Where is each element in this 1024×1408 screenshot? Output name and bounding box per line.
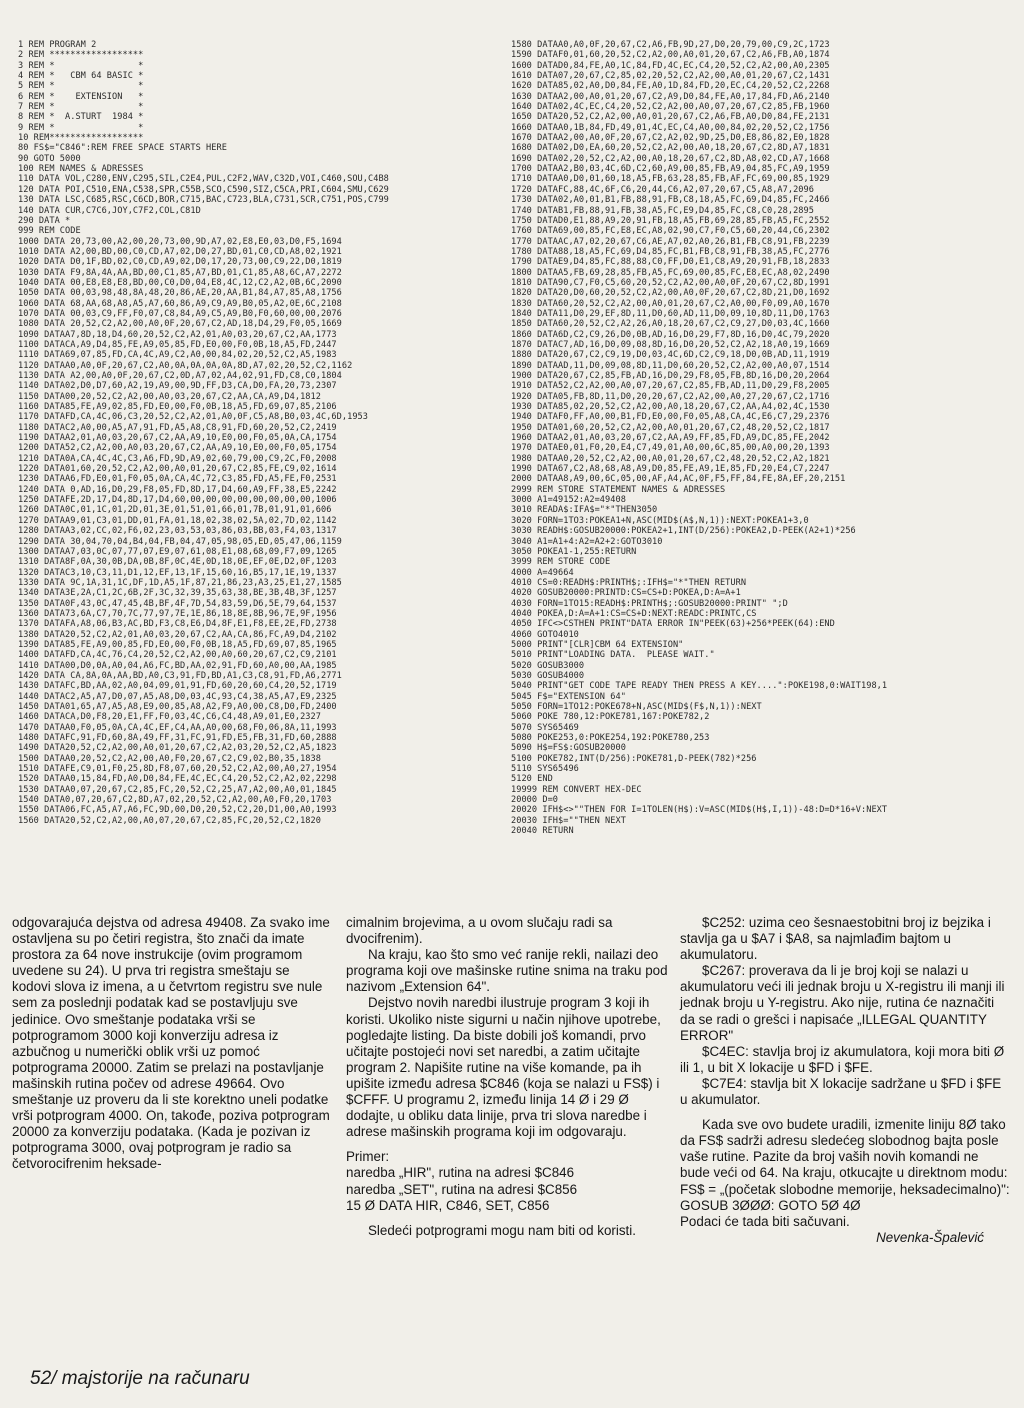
listing-line: 1030 DATA F9,8A,4A,AA,BD,00,C1,85,A7,BD,01,C1,85,A8,6C,A7,2272 <box>18 267 342 278</box>
listing-line: 5110 SYS65496 <box>511 764 579 775</box>
basic-listing-right <box>511 40 1016 836</box>
listing-line: 1640 DATA02,4C,EC,C4,20,52,C2,A2,00,A0,07,20,67,C2,85,FB,1960 <box>511 102 830 113</box>
routine-c267: $C267: proverava da li je broj koji se nalazi u akumulatoru veći ili jednak broju u X-registru ili manji ili jednak broju u Y-registru. Ako nije, rutina će naznačiti da se radi o grešci i napisaće „ILLEGAL QUANTITY ERROR" <box>680 963 1005 1043</box>
listing-line: 5045 F$="EXTENSION 64" <box>511 691 626 702</box>
listing-line: 1250 DATAFE,2D,17,D4,8D,17,D4,60,00,00,00,00,00,00,00,00,1006 <box>18 495 337 506</box>
listing-line: 1620 DATA85,02,A0,D0,84,FE,A0,1D,84,FD,20,EC,C4,20,52,C2,2268 <box>511 81 830 92</box>
listing-line: 5070 SYS65469 <box>511 722 579 733</box>
listing-line: 1780 DATA88,18,A5,FC,69,D4,85,FC,B1,FB,C8,91,FB,38,A5,FC,2776 <box>511 246 830 257</box>
listing-line: 4050 IFC<>CSTHEN PRINT"DATA ERROR IN"PEEK(63)+256*PEEK(64):END <box>511 619 835 630</box>
listing-line: 1480 DATAFC,91,FD,60,8A,49,FF,31,FC,91,FD,E5,FB,31,FD,60,2888 <box>18 733 337 744</box>
listing-line: 999 REM CODE <box>18 226 81 237</box>
command-line-3: Podaci će tada biti sačuvani. <box>680 1213 850 1229</box>
listing-line: 1740 DATAB1,FB,88,91,FB,38,A5,FC,E9,D4,85,FC,C8,C0,28,2895 <box>511 205 814 216</box>
listing-line: 1000 DATA 20,73,00,A2,00,20,73,00,9D,A7,02,E8,E0,03,D0,F5,1694 <box>18 236 342 247</box>
example-heading: Primer: <box>346 1149 390 1165</box>
listing-line: 20020 IFH$<>""THEN FOR I=1TOLEN(H$):V=ASC(MID$(H$,I,1))-48:D=D*16+V:NEXT <box>511 805 888 816</box>
listing-line: 4020 GOSUB20000:PRINTD:CS=CS+D:POKEA,D:A=A+1 <box>511 588 741 599</box>
listing-line: 1440 DATAC2,A5,A7,D0,07,A5,A8,D0,03,4C,93,C4,38,A5,A7,E9,2325 <box>18 691 337 702</box>
listing-line: 1110 DATA69,07,85,FD,CA,4C,A9,C2,A0,00,84,02,20,52,C2,A5,1983 <box>18 350 337 361</box>
listing-line: 1180 DATAC2,A0,00,A5,A7,91,FD,A5,A8,C8,91,FD,60,20,52,C2,2419 <box>18 422 337 433</box>
listing-line: 1170 DATAFD,CA,4C,06,C3,20,52,C2,A2,01,A0,0F,C5,A8,B0,03,4C,6D,1953 <box>18 412 368 423</box>
listing-line: 1410 DATA00,D0,0A,A0,04,A6,FC,BD,AA,02,91,FD,60,A0,00,AA,1985 <box>18 660 337 671</box>
listing-line: 4010 CS=0:READH$:PRINTH$;:IFH$="*"THEN RETURN <box>511 577 747 588</box>
listing-line: 1350 DATA0F,43,0C,47,45,4B,BF,4F,7D,54,83,59,D6,5E,79,64,1537 <box>18 598 337 609</box>
column-3-paragraph: Kada sve ovo budete uradili, izmenite liniju 8Ø tako da FS$ sadrži adresu sledećeg slobodnog bajta posle vaše rutine. Pazite da broj vaših novih komandi ne bude veći od 64. Na kraju, otkucajte u direktnom modu: <box>680 1117 1008 1181</box>
listing-line: 1770 DATAAC,A7,02,20,67,C6,AE,A7,02,A0,26,B1,FB,C8,91,FB,2239 <box>511 236 830 247</box>
listing-line: 1890 DATAAD,11,D0,09,08,8D,11,D0,60,20,52,C2,A2,00,A0,07,1514 <box>511 360 830 371</box>
article-column-3 <box>680 915 1010 1246</box>
listing-line: 1220 DATA01,60,20,52,C2,A2,00,A0,01,20,67,C2,85,FE,C9,02,1614 <box>18 464 337 475</box>
listing-line: 1710 DATAA0,D0,01,60,18,A5,FB,63,28,85,FB,AF,FC,69,00,85,1929 <box>511 174 830 185</box>
listing-line: 5080 POKE253,0:POKE254,192:POKE780,253 <box>511 733 710 744</box>
listing-line: 1700 DATAA2,B0,03,4C,6D,C2,60,A9,00,85,FB,A9,04,85,FC,A9,1959 <box>511 164 830 175</box>
listing-line: 5050 FORN=1TO12:POKE678+N,ASC(MID$(F$,N,1)):NEXT <box>511 702 762 712</box>
example-line-3: 15 Ø DATA HIR, C846, SET, C856 <box>346 1197 550 1213</box>
listing-line: 1600 DATAD0,84,FE,A0,1C,84,FD,4C,EC,C4,20,52,C2,A2,00,A0,2305 <box>511 60 830 71</box>
listing-line: 1540 DATA0,07,20,67,C2,8D,A7,02,20,52,C2,A2,00,A0,F0,20,1703 <box>18 795 332 806</box>
column-2-paragraph-2: Na kraju, kao što smo već ranije rekli, nailazi deo programa koji ove mašinske rutine snima na traku pod nazivom „Extension 64". <box>346 947 668 995</box>
listing-line: 1690 DATA02,20,52,C2,A2,00,A0,18,20,67,C2,8D,A8,02,CD,A7,1668 <box>511 153 830 164</box>
listing-line: 1240 DATA 0,AD,16,D0,29,F8,05,FD,8D,17,D4,60,A9,FF,38,E5,2242 <box>18 484 337 495</box>
listing-line: 1310 DATA8F,0A,30,0B,DA,0B,8F,0C,4E,0D,18,0E,EF,0E,D2,0F,1203 <box>18 557 337 568</box>
listing-line: 1990 DATA67,C2,A8,68,A8,A9,D0,85,FE,A9,1E,85,FD,20,E4,C7,2247 <box>511 464 830 475</box>
listing-line: 1130 DATA A2,00,A0,0F,20,67,C2,0D,A7,02,A4,02,91,FD,C8,C0,1804 <box>18 371 342 381</box>
listing-line: 1560 DATA20,52,C2,A2,00,A0,07,20,67,C2,85,FC,20,52,C2,1820 <box>18 815 321 826</box>
listing-line: 100 REM NAMES & ADRESSES <box>18 164 144 175</box>
listing-line: 4030 FORN=1TO15:READH$:PRINTH$;:GOSUB20000:PRINT" ";D <box>511 598 788 609</box>
listing-line: 1 REM PROGRAM 2 <box>18 40 97 50</box>
listing-line: 5100 POKE782,INT(D/256):POKE781,D-PEEK(782)*256 <box>511 753 757 764</box>
listing-line: 1960 DATAA2,01,A0,03,20,67,C2,AA,A9,FF,85,FD,A9,DC,85,FE,2042 <box>511 433 830 444</box>
listing-line: 90 GOTO 5000 <box>18 153 81 164</box>
listing-line: 1790 DATAE9,D4,85,FC,88,88,C0,FF,D0,E1,C8,A9,20,91,FB,18,2833 <box>511 257 830 268</box>
listing-line: 1040 DATA 00,E8,E8,E8,BD,00,C0,D0,04,E8,4C,12,C2,A2,0B,6C,2090 <box>18 277 342 288</box>
listing-line: 1630 DATAA2,00,A0,01,20,67,C2,A9,D0,84,FE,A0,17,84,FD,A6,2140 <box>511 91 830 102</box>
listing-line: 9 REM * * <box>18 122 144 133</box>
example-line-1: naredba „HIR", rutina na adresi $C846 <box>346 1165 575 1181</box>
listing-line: 7 REM * * <box>18 102 144 113</box>
listing-line: 1830 DATA60,20,52,C2,A2,00,A0,01,20,67,C2,A0,00,F0,09,A0,1670 <box>511 298 830 309</box>
listing-line: 1530 DATAA0,07,20,67,C2,85,FC,20,52,C2,25,A7,A2,00,A0,01,1845 <box>18 784 337 795</box>
listing-line: 1820 DATA20,D0,60,20,52,C2,A2,00,A0,0F,20,67,C2,8D,21,D0,1692 <box>511 288 830 299</box>
listing-line: 1010 DATA A2,00,BD,00,C0,CD,A7,02,D0,27,BD,01,C0,CD,A8,02,1921 <box>18 246 342 257</box>
listing-line: 1490 DATA20,52,C2,A2,00,A0,01,20,67,C2,A2,03,20,52,C2,A5,1823 <box>18 743 337 754</box>
column-2-paragraph-4: Sledeći potprogrami mogu nam biti od koristi. <box>368 1222 636 1238</box>
listing-line: 1910 DATA52,C2,A2,00,A0,07,20,67,C2,85,FB,AD,11,D0,29,F8,2005 <box>511 381 830 392</box>
listing-line: 3040 A1=A1+4:A2=A2+2:GOTO3010 <box>511 536 663 547</box>
listing-line: 10 REM****************** <box>18 133 144 144</box>
listing-line: 1950 DATA01,60,20,52,C2,A2,00,A0,01,20,67,C2,48,20,52,C2,1817 <box>511 422 830 433</box>
listing-line: 1660 DATAA0,1B,84,FD,49,01,4C,EC,C4,A0,00,84,02,20,52,C2,1756 <box>511 122 830 133</box>
listing-line: 1300 DATAA7,03,0C,07,77,07,E9,07,61,08,E1,08,68,09,F7,09,1265 <box>18 546 337 557</box>
listing-line: 4 REM * CBM 64 BASIC * <box>18 71 144 82</box>
listing-line: 3020 FORN=1TO3:POKEA1+N,ASC(MID$(A$,N,1)):NEXT:POKEA1+3,0 <box>511 515 809 526</box>
listing-line: 1720 DATAFC,88,4C,6F,C6,20,44,C6,A2,07,20,67,C5,A8,A7,2096 <box>511 184 814 195</box>
listing-line: 1190 DATAA2,01,A0,03,20,67,C2,AA,A9,10,E0,00,F0,05,0A,CA,1754 <box>18 433 337 444</box>
listing-line: 5060 POKE 780,12:POKE781,167:POKE782,2 <box>511 712 710 723</box>
column-2-paragraph-1: cimalnim brojevima, a u ovom slučaju radi sa dvocifrenim). <box>346 915 613 947</box>
example-line-2: naredba „SET", rutina na adresi $C856 <box>346 1181 578 1197</box>
listing-line: 1100 DATACA,A9,D4,85,FE,A9,05,85,FD,E0,00,F0,0B,18,A5,FD,2447 <box>18 339 337 350</box>
listing-line: 1810 DATA90,C7,F0,C5,60,20,52,C2,A2,00,A0,0F,20,67,C2,8D,1991 <box>511 277 830 288</box>
listing-line: 1120 DATAA0,A0,0F,20,67,C2,A0,0A,0A,0A,0A,8D,A7,02,20,52,C2,1162 <box>18 360 353 371</box>
listing-line: 1070 DATA 00,03,C9,FF,F0,07,C8,84,A9,C5,A9,B0,F0,60,00,00,2076 <box>18 308 342 319</box>
listing-line: 5040 PRINT"GET CODE TAPE READY THEN PRESS A KEY....":POKE198,0:WAIT198,1 <box>511 681 888 692</box>
listing-line: 3000 A1=49152:A2=49408 <box>511 495 626 506</box>
listing-line: 1680 DATA02,D0,EA,60,20,52,C2,A2,00,A0,18,20,67,C2,8D,A7,1831 <box>511 143 830 154</box>
listing-line: 1750 DATAD0,E1,88,A9,20,91,FB,18,A5,FB,69,28,85,FB,A5,FC,2552 <box>511 215 830 226</box>
listing-line: 120 DATA POI,C510,ENA,C538,SPR,C55B,SCO,C590,SIZ,C5CA,PRI,C604,SMU,C629 <box>18 184 389 195</box>
listing-line: 1500 DATAA0,20,52,C2,A2,00,A0,F0,20,67,C2,C9,02,B0,35,1838 <box>18 753 321 764</box>
listing-line: 1320 DATAC3,10,C3,11,D1,12,EF,13,1F,15,60,16,B5,17,1E,19,1337 <box>18 567 337 578</box>
listing-line: 80 FS$="C846":REM FREE SPACE STARTS HERE <box>18 143 227 154</box>
listing-line: 1850 DATA60,20,52,C2,A2,26,A0,18,20,67,C2,C9,27,D0,03,4C,1660 <box>511 319 830 330</box>
listing-line: 1400 DATAFD,CA,4C,76,C4,20,52,C2,A2,00,A0,60,20,67,C2,C9,2101 <box>18 650 337 661</box>
listing-line: 1590 DATAF0,01,60,20,52,C2,A2,00,A0,01,20,67,C2,A6,FB,A0,1874 <box>511 50 830 61</box>
column-2-paragraph-3: Dejstvo novih naredbi ilustruje program 3 koji ih koristi. Ukoliko niste sigurni u način njihove upotrebe, pogledajte listing. Da biste dobili još komandi, prvo učitajte postojeći novi set naredbi, a zatim učitajte program 2. Napišite rutine na više komande, pa ih upišite između adresa $C846 (koja se nalazi u FS$) i $CFFF. U programu 2, između linija 14 Ø i 29 Ø dodajte, u obliku data linije, prva tri slova naredbe i adrese mašinskih programa koji im odgovaraju. <box>346 995 661 1140</box>
listing-line: 1460 DATACA,D0,F8,20,E1,FF,F0,03,4C,C6,C4,48,A9,01,E0,2327 <box>18 712 321 723</box>
command-line-1: FS$ = „(početak slobodne memorije, heksadecimalno)": <box>680 1181 1010 1197</box>
routine-c252: $C252: uzima ceo šesnaestobitni broj iz bejzika i stavlja ga u $A7 i $A8, sa najmlađim bajtom u akumulatoru. <box>680 915 991 963</box>
listing-line: 1450 DATA01,65,A7,A5,A8,E9,00,85,A8,A2,F9,A0,00,C8,D0,FD,2400 <box>18 702 337 712</box>
listing-line: 110 DATA VOL,C280,ENV,C295,SIL,C2E4,PUL,C2F2,WAV,C32D,VOI,C460,SOU,C4B8 <box>18 174 389 185</box>
listing-line: 1800 DATAA5,FB,69,28,85,FB,A5,FC,69,00,85,FC,E8,EC,A8,02,2490 <box>511 267 830 278</box>
listing-line: 290 DATA * <box>18 215 71 226</box>
listing-line: 1920 DATA05,FB,8D,11,D0,20,20,67,C2,A2,00,A0,27,20,67,C2,1716 <box>511 391 830 402</box>
listing-line: 1670 DATAA2,00,A0,0F,20,67,C2,A2,02,9D,25,D0,E8,86,82,E0,1828 <box>511 133 830 144</box>
listing-line: 5020 GOSUB3000 <box>511 660 585 671</box>
listing-line: 1420 DATA CA,8A,0A,AA,BD,A0,C3,91,FD,BD,A1,C3,C8,91,FD,A6,2771 <box>18 670 342 681</box>
listing-line: 1230 DATAA6,FD,E0,01,F0,05,0A,CA,4C,72,C3,85,FD,A5,FE,F0,2531 <box>18 474 337 485</box>
listing-line: 1200 DATA52,C2,A2,00,A0,03,20,67,C2,AA,A9,10,E0,00,F0,05,1754 <box>18 443 337 454</box>
listing-line: 1520 DATAA0,15,84,FD,A0,D0,84,FE,4C,EC,C4,20,52,C2,A2,02,2298 <box>18 774 337 785</box>
listing-line: 1610 DATA07,20,67,C2,85,02,20,52,C2,A2,00,A0,01,20,67,C2,1431 <box>511 71 830 82</box>
listing-line: 8 REM * A.STURT 1984 * <box>18 112 144 123</box>
listing-line: 5 REM * * <box>18 81 144 92</box>
listing-line: 4060 GOTO4010 <box>511 629 579 640</box>
listing-line: 1290 DATA 30,04,70,04,B4,04,FB,04,47,05,98,05,ED,05,47,06,1159 <box>18 536 342 547</box>
listing-line: 1470 DATAA0,F0,05,0A,CA,4C,EF,C4,AA,A0,00,68,F0,06,8A,11,1993 <box>18 722 337 733</box>
listing-line: 3010 READA$:IFA$="*"THEN3050 <box>511 505 658 516</box>
listing-line: 1270 DATAA9,01,C3,01,DD,01,FA,01,18,02,38,02,5A,02,7D,02,1142 <box>18 515 337 526</box>
listing-line: 1390 DATA85,FE,A9,00,85,FD,E0,00,F0,0B,18,A5,FD,69,07,85,1965 <box>18 639 337 650</box>
listing-line: 1160 DATA85,FE,A9,02,85,FD,E0,00,F0,0B,18,A5,FD,69,07,85,2106 <box>18 402 337 413</box>
article-column-2 <box>346 915 672 1239</box>
listing-line: 1260 DATA0C,01,1C,01,2D,01,3E,01,51,01,66,01,7B,01,91,01,606 <box>18 505 332 516</box>
listing-line: 1930 DATA85,02,20,52,C2,A2,00,A0,18,20,67,C2,AA,A4,02,4C,1530 <box>511 402 830 413</box>
listing-line: 1050 DATA 00,03,98,48,8A,48,20,86,AE,20,AA,B1,84,A7,85,A8,1756 <box>18 288 342 299</box>
author-signature: Nevenka-Špalević <box>876 1229 984 1245</box>
listing-line: 5030 GOSUB4000 <box>511 670 585 681</box>
listing-line: 1090 DATAA7,8D,18,D4,60,20,52,C2,A2,01,A0,03,20,67,C2,AA,1773 <box>18 329 337 340</box>
listing-line: 1430 DATAFC,BD,AA,02,A0,04,09,01,91,FD,60,20,60,C4,20,52,1719 <box>18 681 337 692</box>
listing-line: 1020 DATA D0,1F,BD,02,C0,CD,A9,02,D0,17,20,73,00,C9,22,D0,1819 <box>18 257 342 268</box>
listing-line: 1510 DATAFE,C9,01,F0,25,8D,F8,07,60,20,52,C2,A2,00,A0,27,1954 <box>18 764 337 775</box>
listing-line: 2 REM ****************** <box>18 50 144 61</box>
listing-line: 1860 DATA6D,C2,C9,26,D0,0B,AD,16,D0,29,F7,8D,16,D0,4C,79,2020 <box>511 329 830 340</box>
listing-line: 1970 DATAE0,01,F0,20,E4,C7,49,01,A0,00,6C,85,00,A0,00,20,1393 <box>511 443 830 454</box>
listing-line: 5010 PRINT"LOADING DATA. PLEASE WAIT." <box>511 650 715 661</box>
listing-line: 1280 DATAA3,02,CC,02,F6,02,23,03,53,03,86,03,BB,03,F4,03,1317 <box>18 526 337 537</box>
listing-line: 1340 DATA3E,2A,C1,2C,6B,2F,3C,32,39,35,63,38,BE,3B,4B,3F,1257 <box>18 588 337 599</box>
column-1-paragraph: odgovarajuća dejstva od adresa 49408. Za svako ime ostavljena su po četiri registra, što znači da imate prostora za 64 nove instrukcije (ovim programom uvedene su 24). U prva tri registra smeštaju se kodovi slova iz imena, a u četvrtom registru sve nule sem za poslednji podatak kad se postavljuju sve jedinice. Ovo smeštanje podataka vrši se potprogramom 3000 koji konverziju adresa iz azbučnog u numerički oblik vrši uz pomoć potprograma 20000. Zatim se prelazi na postavljanje mašinskih rutina počev od adrese 49664. Ovo smeštanje uz proveru da li ste korektno uneli podatke vrši potprogram 4000. On, takođe, poziva potprogram 20000 za konverziju podataka. (Kada je pozivan iz potprograma 3000, ovaj potprogram je radio sa četvorocifrenim heksade- <box>12 915 330 1172</box>
listing-line: 1840 DATA11,D0,29,EF,8D,11,D0,60,AD,11,D0,09,10,8D,11,D0,1763 <box>511 308 830 319</box>
listing-line: 5090 H$=FS$:GOSUB20000 <box>511 743 626 754</box>
listing-line: 1080 DATA 20,52,C2,A2,00,A0,0F,20,67,C2,AD,18,D4,29,F0,05,1669 <box>18 319 342 330</box>
listing-line: 1380 DATA20,52,C2,A2,01,A0,03,20,67,C2,AA,CA,86,FC,A9,D4,2102 <box>18 629 337 640</box>
listing-line: 4040 POKEA,D:A=A+1:CS=CS+D:NEXT:READC:PRINTC,CS <box>511 608 757 619</box>
listing-line: 1730 DATA02,A0,01,B1,FB,88,91,FB,C8,18,A5,FC,69,D4,85,FC,2466 <box>511 195 830 206</box>
basic-listing-left <box>18 40 508 826</box>
listing-line: 1650 DATA20,52,C2,A2,00,A0,01,20,67,C2,A6,FB,A0,D0,84,FE,2131 <box>511 112 830 123</box>
listing-line: 1980 DATAA0,20,52,C2,A2,00,A0,01,20,67,C2,48,20,52,C2,A2,1821 <box>511 453 830 464</box>
listing-line: 2999 REM STORE STATEMENT NAMES & ADRESSES <box>511 484 726 495</box>
listing-line: 1880 DATA20,67,C2,C9,19,D0,03,4C,6D,C2,C9,18,D0,0B,AD,11,1919 <box>511 350 830 361</box>
listing-line: 3 REM * * <box>18 60 144 71</box>
listing-line: 2000 DATAA8,A9,00,6C,05,00,AF,A4,AC,0F,F5,FF,84,FE,8A,EF,20,2151 <box>511 474 846 485</box>
listing-line: 1940 DATAF0,FF,A0,00,B1,FD,E0,00,F0,05,A8,CA,4C,E6,C7,29,2376 <box>511 412 830 423</box>
listing-line: 1550 DATA06,FC,A5,A7,A6,FC,9D,00,D0,20,52,C2,20,D1,00,A0,1993 <box>18 805 337 816</box>
listing-line: 1760 DATA69,00,85,FC,E8,EC,A8,02,90,C7,F0,C5,60,20,44,C6,2302 <box>511 226 830 237</box>
listing-line: 3050 POKEA1-1,255:RETURN <box>511 546 637 557</box>
listing-line: 1870 DATAC7,AD,16,D0,09,08,8D,16,D0,20,52,C2,A2,18,A0,19,1669 <box>511 339 830 350</box>
listing-line: 1150 DATA00,20,52,C2,A2,00,A0,03,20,67,C2,AA,CA,A9,D4,1812 <box>18 391 321 402</box>
listing-line: 1360 DATA73,6A,C7,70,7C,77,97,7E,1E,86,18,8E,8B,96,7E,9F,1956 <box>18 608 337 619</box>
listing-line: 5000 PRINT"[CLR]CBM 64 EXTENSION" <box>511 639 684 650</box>
routine-c4ec: $C4EC: stavlja broj iz akumulatora, koji mora biti Ø ili 1, u bit X lokacije u $FD i $FE. <box>680 1043 1005 1075</box>
listing-line: 1140 DATA02,D0,D7,60,A2,19,A9,00,9D,FF,D3,CA,D0,FA,20,73,2307 <box>18 381 337 392</box>
listing-line: 4000 A=49664 <box>511 567 574 578</box>
listing-line: 1580 DATAA0,A0,0F,20,67,C2,A6,FB,9D,27,D0,20,79,00,C9,2C,1723 <box>511 40 830 50</box>
listing-line: 1210 DATA0A,CA,4C,4C,C3,A6,FD,9D,A9,02,60,79,00,C9,2C,F0,2008 <box>18 453 337 464</box>
listing-line: 20040 RETURN <box>511 826 574 837</box>
routine-c7e4: $C7E4: stavlja bit X lokacije sadržane u $FD i $FE u akumulator. <box>680 1075 1002 1108</box>
listing-line: 5120 END <box>511 774 553 785</box>
listing-line: 1330 DATA 9C,1A,31,1C,DF,1D,A5,1F,87,21,86,23,A3,25,E1,27,1585 <box>18 577 342 588</box>
listing-line: 3999 REM STORE CODE <box>511 557 611 568</box>
listing-line: 130 DATA LSC,C685,RSC,C6CD,BOR,C715,BAC,C723,BLA,C731,SCR,C751,POS,C799 <box>18 195 389 206</box>
listing-line: 19999 REM CONVERT HEX-DEC <box>511 784 642 795</box>
article-column-1 <box>12 915 332 1173</box>
listing-line: 6 REM * EXTENSION * <box>18 91 144 102</box>
listing-line: 20030 IFH$=""THEN NEXT <box>511 815 626 826</box>
listing-line: 1900 DATA20,67,C2,85,FB,AD,16,D0,29,F8,05,FB,8D,16,D0,20,2064 <box>511 371 830 381</box>
listing-line: 140 DATA CUR,C7C6,JOY,C7F2,COL,C81D <box>18 205 201 216</box>
listing-line: 1370 DATAFA,A8,06,B3,AC,BD,F3,C8,E6,D4,8F,E1,F8,EE,2E,FD,2738 <box>18 619 337 630</box>
page-footer: 52/ majstorije na računaru <box>30 1368 250 1389</box>
command-line-2: GOSUB 3ØØØ: GOTO 5Ø 4Ø <box>680 1197 861 1213</box>
listing-line: 1060 DATA 68,AA,68,A8,A5,A7,60,86,A9,C9,A9,B0,05,A2,0E,6C,2108 <box>18 298 342 309</box>
listing-line: 20000 D=0 <box>511 795 559 806</box>
listing-line: 3030 READH$:GOSUB20000:POKEA2+1,INT(D/256):POKEA2,D-PEEK(A2+1)*256 <box>511 526 856 537</box>
